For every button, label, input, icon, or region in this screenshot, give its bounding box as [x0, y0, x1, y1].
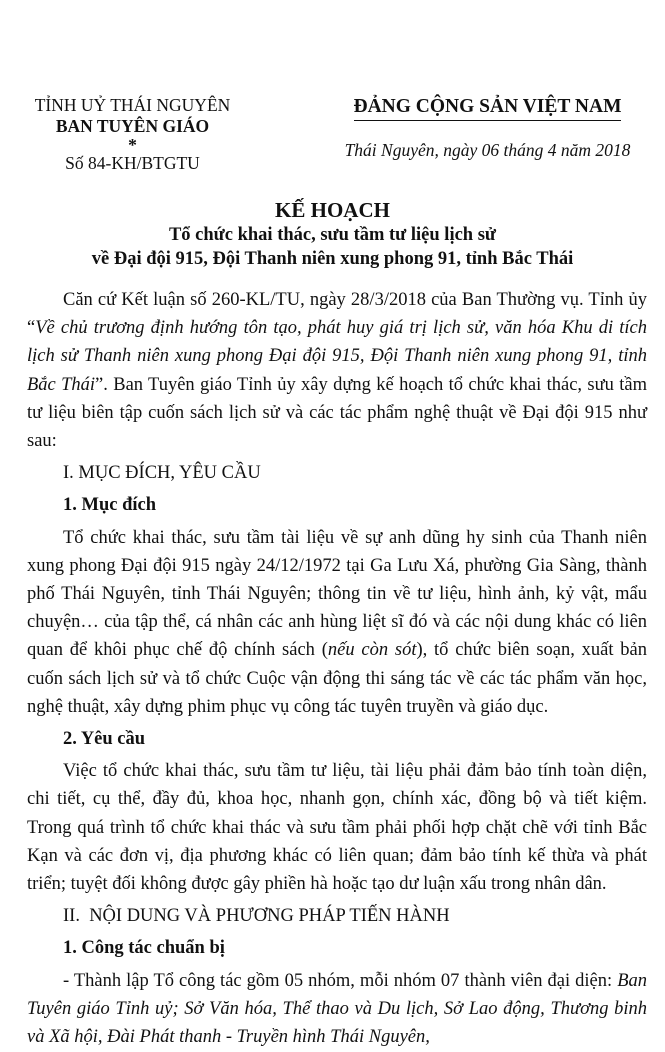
preparation-text-a: - Thành lập Tổ công tác gồm 05 nhóm, mỗi nhóm 07 thành viên đại diện:	[63, 970, 618, 991]
section-1-heading: I. MỤC ĐÍCH, YÊU CẦU	[63, 463, 261, 484]
preparation-text-italic: Ban Tuyên giáo Tỉnh uỷ; Sở Văn hóa, Thể thao và Du lịch, Sở Lao động, Thương binh và Xã hội, Đài Phát thanh - Truyền hình Thái Nguyên,	[27, 970, 647, 1048]
intro-quoted-title: Về chủ trương định hướng tôn tạo, phát huy giá trị lịch sử, văn hóa Khu di tích lịch sử Thanh niên xung phong Đại đội 915, Đội Thanh niên xung phong 91, tỉnh Bắc Thái	[27, 318, 647, 395]
section-2-sub-preparation: 1. Công tác chuẩn bị	[63, 938, 225, 959]
document-subject-line2: về Đại đội 915, Đội Thanh niên xung phong 91, tỉnh Bắc Thái	[91, 249, 574, 269]
document-subject-line1: Tổ chức khai thác, sưu tầm tư liệu lịch sử	[168, 225, 497, 245]
intro-text-a: Căn cứ Kết luận số 260-KL/TU, ngày 28/3/2018 của Ban Thường vụ. Tỉnh ủy “	[27, 290, 647, 339]
party-name: ĐẢNG CỘNG SẢN VIỆT NAM	[354, 95, 622, 121]
separator-star: *	[128, 135, 137, 155]
place-date: Thái Nguyên, ngày 06 tháng 4 năm 2018	[344, 140, 631, 160]
document-type: KẾ HOẠCH	[275, 198, 390, 222]
purpose-text-a: Tổ chức khai thác, sưu tầm tài liệu về sự anh dũng hy sinh của Thanh niên xung phong Đại đội 915 ngày 24/12/1972 tại Ga Lưu Xá, phường Gia Sàng, thành phố Thái Nguyên, tỉnh Thái Nguyên; thông tin về tư liệu, hình ảnh, kỷ vật, mẩu chuyện… của tập thể, cá nhân các anh hùng liệt sĩ đó và các nội dung khác có liên quan để khôi phục chế độ chính sách (	[27, 527, 647, 661]
org-province-committee: TỈNH UỶ THÁI NGUYÊN	[34, 95, 231, 115]
document-title-block	[0, 198, 665, 271]
purpose-paragraph	[27, 524, 647, 721]
purpose-text-italic: nếu còn sót	[327, 640, 417, 661]
national-header-block	[330, 95, 645, 161]
document-body	[27, 286, 647, 1051]
section-1-sub-requirements: 2. Yêu cầu	[63, 729, 146, 750]
preparation-paragraph	[27, 967, 647, 1052]
section-2-heading: II. NỘI DUNG VÀ PHƯƠNG PHÁP TIẾN HÀNH	[63, 906, 450, 927]
section-1-sub-purpose: 1. Mục đích	[63, 495, 157, 516]
intro-text-c: ”. Ban Tuyên giáo Tỉnh ủy xây dựng kế hoạch tổ chức khai thác, sưu tầm tư liệu biên tập cuốn sách lịch sử và các tác phẩm nghệ thuật về Đại đội 915 như sau:	[27, 374, 647, 452]
document-number: Số 84-KH/BTGTU	[65, 153, 200, 173]
org-department: BAN TUYÊN GIÁO	[55, 116, 210, 136]
requirements-paragraph: Việc tổ chức khai thác, sưu tầm tư liệu, tài liệu phải đảm bảo tính toàn diện, chi tiết, cụ thể, đầy đủ, khoa học, nhanh gọn, chính xác, đồng bộ và tiết kiệm. Trong quá trình tổ chức khai thác và sưu tầm phải phối hợp chặt chẽ với tỉnh Bắc Kạn và các đơn vị, địa phương khác có liên quan; đảm bảo tính kế thừa và phát triển; tuyệt đối không được gây phiền hà hoặc tạo dư luận xấu trong nhân dân.	[27, 761, 647, 895]
intro-paragraph	[27, 286, 647, 455]
purpose-text-c: ), tổ chức biên soạn, xuất bản cuốn sách lịch sử và tổ chức Cuộc vận động thi sáng tác về các tác phẩm văn học, nghệ thuật, xây dựng phim phục vụ công tác tuyên truyền và giáo dục.	[27, 640, 648, 717]
issuing-org-block	[30, 95, 235, 174]
